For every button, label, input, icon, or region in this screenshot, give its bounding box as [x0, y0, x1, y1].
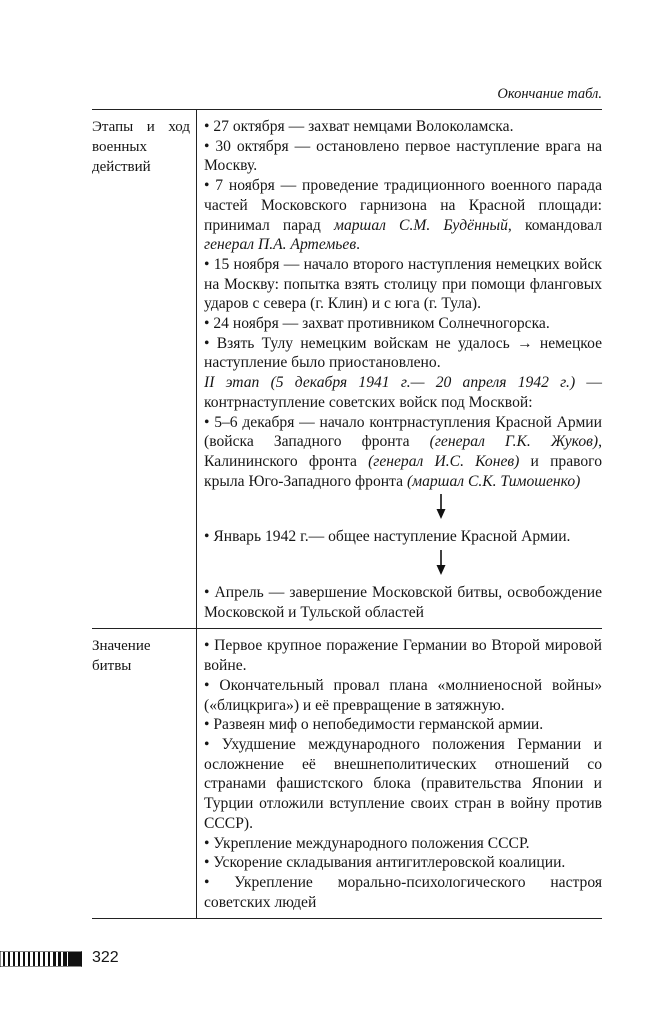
down-arrow-icon	[204, 491, 602, 527]
list-item: • Развеян миф о непобедимости германской армии.	[204, 716, 544, 734]
list-item: • Апрель — завершение Московской битвы, освобождение Московской и Тульской областей	[204, 584, 602, 621]
page-number: 322	[92, 949, 119, 966]
row-content	[196, 110, 602, 628]
down-arrow-icon	[204, 547, 602, 583]
row-label: Этапы и ход военных действий	[92, 119, 190, 175]
list-item: • Первое крупное поражение Германии во Второй мировой войне.	[204, 637, 602, 675]
list-item: • Ухудшение международного положения Германии и осложнение её внешнеполитических отношений со странами фашистского блока (правительства Японии и Турции отложили вступление своих стран в войну против СССР).	[204, 735, 602, 832]
list-item: • 5–6 декабря — начало контрнаступления Красной Армии (войска Западного фронта (генерал Г.К. Жуков), Калининского фронта (генерал И.С. Конев) и правого крыла Юго-Западного фронта (маршал С.К. Тимошенко)	[204, 413, 602, 490]
table-continued-caption: Окончание табл.	[497, 86, 602, 102]
list-item: • Ускорение складывания антигитлеровской коалиции.	[204, 854, 566, 872]
list-item: • 24 ноября — захват противником Солнечногорска.	[204, 315, 550, 333]
list-item: • Укрепление международного положения СССР.	[204, 834, 530, 852]
list-item: • Укрепление морально-психологического настроя советских людей	[204, 873, 602, 911]
list-item: • 7 ноября — проведение традиционного военного парада частей Московского гарнизона на Красной площади: принимал парад маршал С.М. Будённый, командовал генерал П.А. Артемьев.	[204, 177, 603, 254]
stage-heading: II этап (5 декабря 1941 г.— 20 апреля 1942 г.) — контрнаступление советских войск под Москвой:	[204, 374, 602, 411]
table-row	[92, 629, 602, 919]
list-item: • Окончательный провал плана «молниеносной войны» («блицкрига») и её превращение в затяжную.	[204, 676, 602, 714]
list-item: • 30 октября — остановлено первое наступление врага на Москву.	[204, 137, 602, 175]
row-content	[196, 629, 602, 918]
list-item: • Январь 1942 г.— общее наступление Красной Армии.	[204, 528, 571, 546]
table-row	[92, 110, 602, 629]
list-item: • 27 октября — захват немцами Волоколамска.	[204, 118, 514, 135]
page-decoration-bar	[0, 951, 82, 967]
history-table	[92, 109, 602, 919]
row-label: Значение битвы	[92, 638, 151, 675]
list-item: • Взять Тулу немецким войскам не удалось → немецкое наступление было приостановлено.	[204, 334, 602, 372]
list-item: • 15 ноября — начало второго наступления немецких войск на Москву: попытка взять столицу при помощи фланговых ударов с севера (г. Клин) и с юга (г. Тула).	[204, 255, 602, 313]
